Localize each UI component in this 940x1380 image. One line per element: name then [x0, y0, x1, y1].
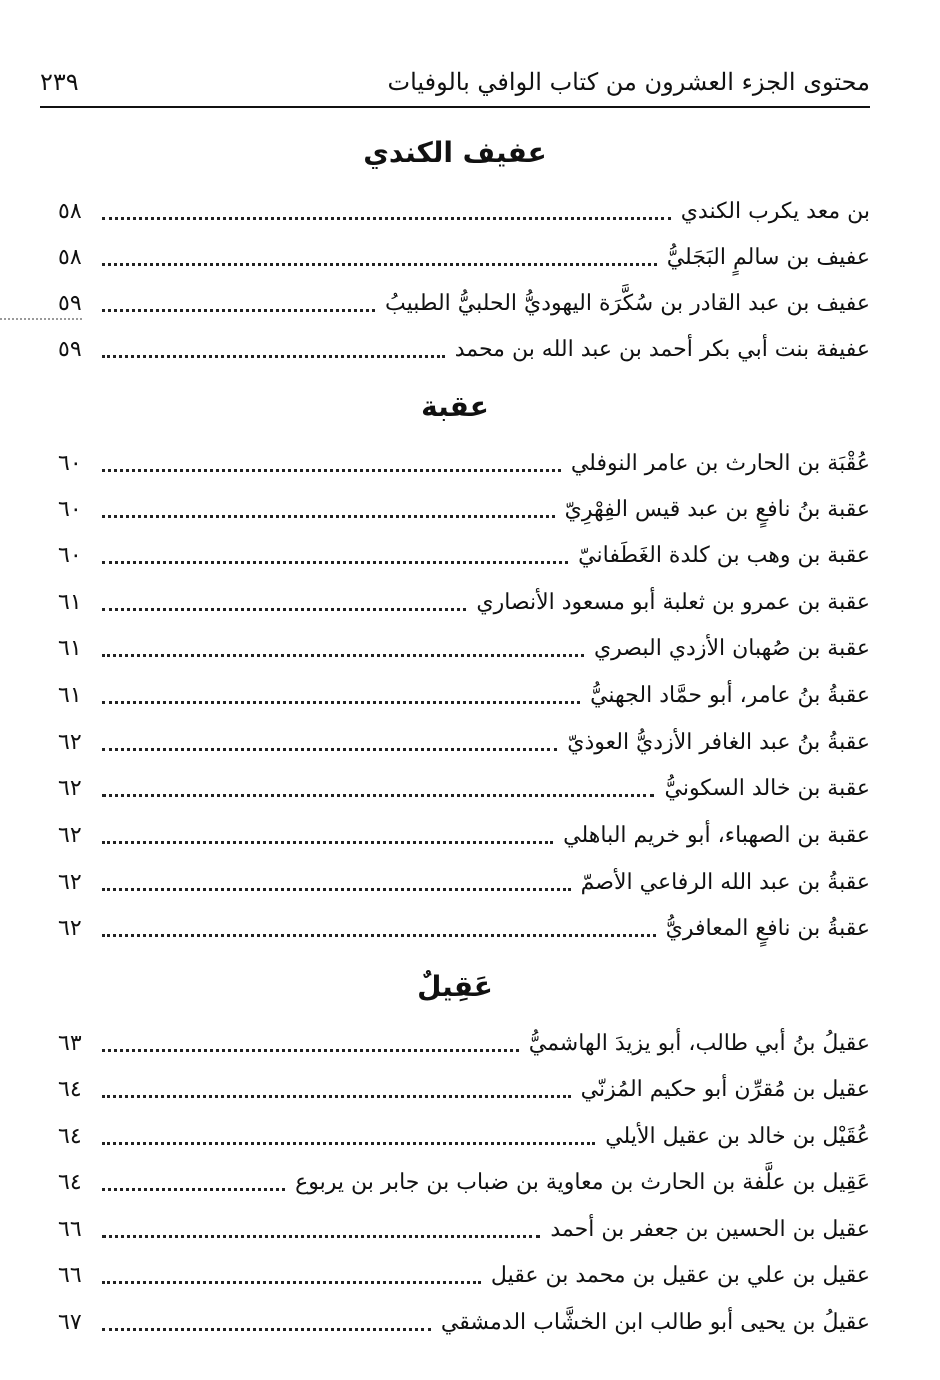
dot-leader — [102, 1095, 571, 1098]
entry-page-number: ٦٠ — [58, 451, 82, 476]
index-entry — [58, 724, 870, 758]
dot-leader — [102, 654, 584, 657]
entry-page-number: ٥٩ — [58, 337, 82, 362]
index-entry — [58, 239, 870, 273]
index-entry — [58, 445, 870, 479]
entry-name: عقبةُ بن عبد الله الرفاعي الأصمّ — [580, 870, 870, 895]
index-entry — [58, 584, 870, 618]
entry-name: عقبةُ بن نافعٍ المعافريُّ — [665, 916, 870, 941]
dot-leader — [102, 469, 561, 472]
entry-page-number: ٦١ — [58, 590, 82, 615]
index-entry — [58, 491, 870, 525]
section-heading: عفيف الكندي — [363, 136, 547, 169]
entry-name: عقبة بن وهب بن كلدة الغَطَفانيّ — [578, 543, 870, 568]
index-entry — [58, 331, 870, 365]
entry-name: عقبة بن صُهبان الأزدي البصري — [593, 636, 870, 661]
dot-leader — [102, 355, 445, 358]
entry-name: عقبة بن عمرو بن ثعلبة أبو مسعود الأنصاري — [476, 590, 870, 615]
entry-page-number: ٦٢ — [58, 916, 82, 941]
index-entry — [58, 817, 870, 851]
index-entry — [58, 285, 870, 319]
entry-page-number: ٦٤ — [58, 1170, 82, 1195]
header-rule — [40, 106, 870, 108]
running-title: محتوى الجزء العشرون من كتاب الوافي بالوفيات — [387, 68, 870, 96]
entry-page-number: ٦٦ — [58, 1263, 82, 1288]
dot-leader — [102, 888, 571, 891]
dot-leader — [102, 1281, 481, 1284]
entry-page-number: ٥٩ — [58, 291, 82, 316]
dot-leader — [102, 1328, 431, 1331]
entry-name: عقبةُ بنُ عامر، أبو حمَّاد الجهنيُّ — [590, 683, 870, 708]
index-entry — [58, 193, 870, 227]
entry-name: عقيل بن الحسين بن جعفر بن أحمد — [550, 1217, 870, 1242]
entry-name: عفيف بن سالمٍ البَجَليُّ — [666, 245, 870, 270]
dot-leader — [102, 748, 557, 751]
dot-leader — [102, 217, 671, 220]
index-entry — [58, 1304, 870, 1338]
index-entry — [58, 677, 870, 711]
entry-name: عقبة بن الصهباء، أبو خريم الباهلي — [563, 823, 870, 848]
running-header — [40, 64, 870, 100]
entry-name: عُقَيْل بن خالد بن عقيل الأيلي — [605, 1124, 870, 1149]
index-entry — [58, 1118, 870, 1152]
index-entry — [58, 1071, 870, 1105]
index-entry — [58, 770, 870, 804]
dot-leader — [102, 1049, 519, 1052]
entry-page-number: ٦٢ — [58, 730, 82, 755]
entry-page-number: ٦١ — [58, 683, 82, 708]
entry-name: عقيل بن مُقرِّن أبو حكيم المُزنّي — [580, 1077, 870, 1102]
entry-name: عقبةُ بنُ عبد الغافر الأزديُّ العوذيّ — [567, 730, 870, 755]
entry-name: عقيلُ بن يحيى أبو طالب ابن الخشَّاب الدمشقي — [440, 1310, 870, 1335]
entry-page-number: ٦٣ — [58, 1031, 82, 1056]
entry-name: عقبة بنُ نافعٍ بن عبد قيس الفِهْرِيّ — [564, 497, 870, 522]
entry-page-number: ٦٢ — [58, 776, 82, 801]
entry-page-number: ٦٢ — [58, 870, 82, 895]
dot-leader — [102, 1188, 285, 1191]
dot-leader — [102, 841, 553, 844]
entry-page-number: ٦٦ — [58, 1217, 82, 1242]
dot-leader — [102, 561, 568, 564]
entry-page-number: ٥٨ — [58, 245, 82, 270]
dot-leader — [102, 1235, 540, 1238]
entry-page-number: ٦٤ — [58, 1077, 82, 1102]
dot-leader — [102, 608, 466, 611]
section-heading: عَقِيلٌ — [417, 970, 493, 1003]
dot-leader — [102, 1142, 595, 1145]
entry-page-number: ٦٠ — [58, 543, 82, 568]
index-entry — [58, 537, 870, 571]
page-number: ٢٣٩ — [40, 68, 79, 96]
index-entry — [58, 1164, 870, 1198]
index-entry — [58, 630, 870, 664]
entry-name: عُقْبَة بن الحارث بن عامر النوفلي — [570, 451, 870, 476]
index-entry — [58, 1211, 870, 1245]
dot-leader — [102, 794, 654, 797]
entry-page-number: ٦٠ — [58, 497, 82, 522]
dot-leader — [102, 515, 555, 518]
dot-leader — [102, 701, 580, 704]
entry-name: عقيل بن علي بن عقيل بن محمد بن عقيل — [490, 1263, 870, 1288]
entry-name: عفيفة بنت أبي بكر أحمد بن عبد الله بن محمد — [454, 337, 870, 362]
entry-name: عفيف بن عبد القادر بن سُكَّرَة اليهوديُّ الحلبيُّ الطبيبُ — [385, 291, 870, 316]
dot-leader — [102, 263, 657, 266]
index-entry — [58, 1257, 870, 1291]
dot-leader — [102, 934, 656, 937]
entry-name: بن معد يكرب الكندي — [680, 199, 870, 224]
entry-page-number: ٦١ — [58, 636, 82, 661]
index-entry — [58, 864, 870, 898]
entry-name: عَقِيل بن علَّفة بن الحارث بن معاوية بن ضباب بن جابر بن يربوع — [295, 1170, 870, 1195]
entry-page-number: ٦٤ — [58, 1124, 82, 1149]
dot-leader — [102, 309, 375, 312]
entry-page-number: ٥٨ — [58, 199, 82, 224]
section-heading: عقبة — [421, 390, 489, 423]
index-entry — [58, 1025, 870, 1059]
entry-page-number: ٦٢ — [58, 823, 82, 848]
index-entry — [58, 910, 870, 944]
entry-page-number: ٦٧ — [58, 1310, 82, 1335]
entry-name: عقيلُ بنُ أبي طالب، أبو يزيدَ الهاشميُّ — [528, 1031, 870, 1056]
entry-name: عقبة بن خالد السكونيُّ — [664, 776, 870, 801]
